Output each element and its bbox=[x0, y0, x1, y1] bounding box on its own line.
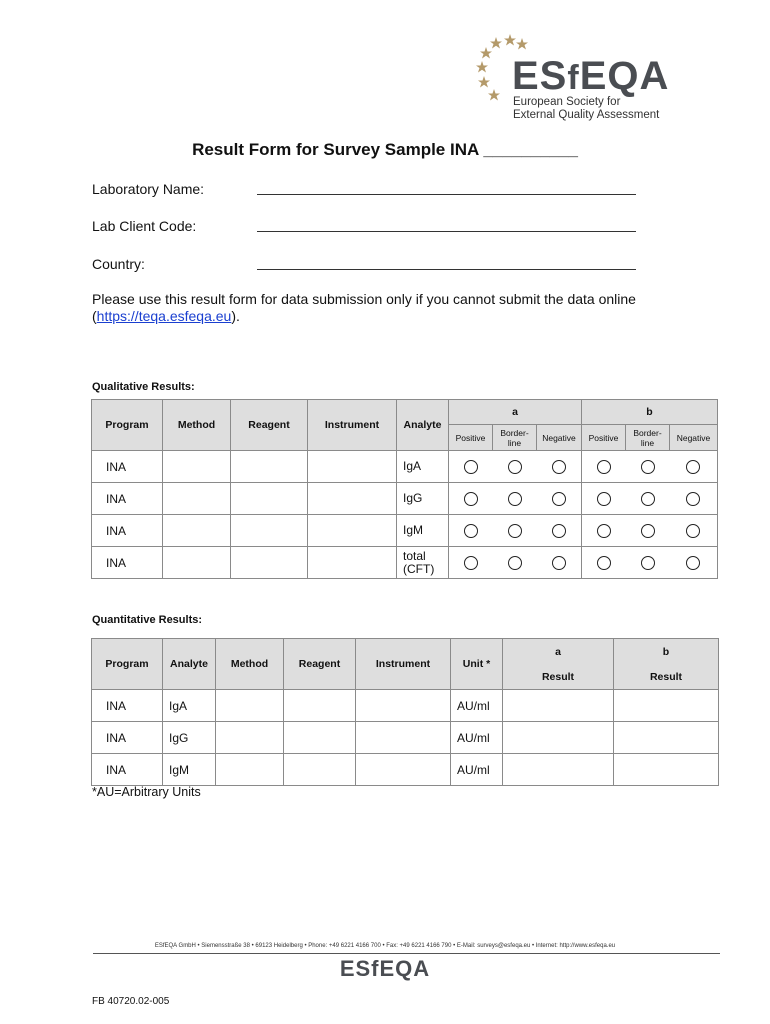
qual-cell-reagent[interactable] bbox=[231, 515, 308, 547]
qual-cell-reagent[interactable] bbox=[231, 547, 308, 579]
qual-cell-program: INA bbox=[92, 483, 163, 515]
lab-client-code-label: Lab Client Code: bbox=[92, 218, 197, 234]
radio-a-borderline[interactable] bbox=[508, 460, 522, 474]
qual-cell-instrument[interactable] bbox=[308, 547, 397, 579]
radio-b-negative[interactable] bbox=[686, 524, 700, 538]
qual-cell-method[interactable] bbox=[163, 547, 231, 579]
qual-cell-analyte: total (CFT) bbox=[397, 547, 449, 579]
qual-header-a-positive: Positive bbox=[449, 425, 493, 451]
quant-header-reagent: Reagent bbox=[284, 639, 356, 690]
qual-cell-instrument[interactable] bbox=[308, 515, 397, 547]
quant-header-instrument: Instrument bbox=[356, 639, 451, 690]
radio-b-borderline[interactable] bbox=[641, 524, 655, 538]
qual-cell-reagent[interactable] bbox=[231, 483, 308, 515]
radio-a-positive[interactable] bbox=[464, 524, 478, 538]
table-row bbox=[92, 690, 719, 722]
radio-a-positive[interactable] bbox=[464, 460, 478, 474]
quant-header-analyte: Analyte bbox=[163, 639, 216, 690]
quant-cell-analyte: IgG bbox=[163, 722, 216, 754]
quant-header-group-b: b bbox=[614, 639, 719, 665]
quant-header-program: Program bbox=[92, 639, 163, 690]
radio-b-negative[interactable] bbox=[686, 460, 700, 474]
footer-logo: ESfEQA bbox=[339, 956, 431, 981]
radio-a-negative[interactable] bbox=[552, 492, 566, 506]
qual-cell-analyte: IgG bbox=[397, 483, 449, 515]
instructions-text: Please use this result form for data submission only if you cannot submit the data online (https://teqa.esfeqa.eu). bbox=[92, 291, 636, 324]
quant-cell-b-result[interactable] bbox=[614, 754, 719, 786]
quant-cell-analyte: IgA bbox=[163, 690, 216, 722]
footer-divider bbox=[93, 953, 720, 954]
quant-header-unit: Unit * bbox=[451, 639, 503, 690]
quant-header-b-result: Result bbox=[614, 665, 719, 690]
qual-header-group-a: a bbox=[449, 400, 582, 425]
qual-header-b-positive: Positive bbox=[582, 425, 626, 451]
quant-header-method: Method bbox=[216, 639, 284, 690]
qual-header-b-borderline: Border- line bbox=[626, 425, 670, 451]
qual-header-reagent: Reagent bbox=[231, 400, 308, 451]
quant-cell-a-result[interactable] bbox=[503, 754, 614, 786]
qualitative-results-table bbox=[91, 399, 718, 579]
radio-b-positive[interactable] bbox=[597, 556, 611, 570]
quant-cell-program: INA bbox=[92, 754, 163, 786]
radio-b-negative[interactable] bbox=[686, 556, 700, 570]
logo-wordmark: ESfEQA bbox=[512, 54, 670, 98]
radio-a-positive[interactable] bbox=[464, 492, 478, 506]
radio-a-borderline[interactable] bbox=[508, 524, 522, 538]
quant-header-group-a: a bbox=[503, 639, 614, 665]
table-row bbox=[92, 722, 719, 754]
qual-cell-method[interactable] bbox=[163, 451, 231, 483]
radio-b-positive[interactable] bbox=[597, 492, 611, 506]
quant-cell-instrument[interactable] bbox=[356, 722, 451, 754]
footer-address: ESfEQA GmbH • Siemensstraße 38 • 69123 Heidelberg • Phone: +49 6221 4166 700 • Fax: +49 6221 4166 790 • E-Mail: surveys@esfeqa.eu • Internet: http://www.esfeqa.eu bbox=[154, 943, 616, 949]
quantitative-results-table bbox=[91, 638, 719, 786]
table-row bbox=[92, 547, 718, 579]
radio-a-borderline[interactable] bbox=[508, 492, 522, 506]
table-row bbox=[92, 515, 718, 547]
qual-header-a-negative: Negative bbox=[537, 425, 582, 451]
table-row bbox=[92, 451, 718, 483]
footnote: *AU=Arbitrary Units bbox=[92, 785, 201, 799]
table-row bbox=[92, 483, 718, 515]
qual-header-a-borderline: Border- line bbox=[493, 425, 537, 451]
radio-a-negative[interactable] bbox=[552, 556, 566, 570]
quant-cell-a-result[interactable] bbox=[503, 722, 614, 754]
qual-header-program: Program bbox=[92, 400, 163, 451]
qual-cell-analyte: IgA bbox=[397, 451, 449, 483]
quant-cell-method[interactable] bbox=[216, 722, 284, 754]
radio-b-positive[interactable] bbox=[597, 524, 611, 538]
qual-header-b-negative: Negative bbox=[670, 425, 718, 451]
quant-cell-program: INA bbox=[92, 690, 163, 722]
qual-cell-program: INA bbox=[92, 515, 163, 547]
radio-b-borderline[interactable] bbox=[641, 492, 655, 506]
qual-cell-method[interactable] bbox=[163, 515, 231, 547]
radio-a-borderline[interactable] bbox=[508, 556, 522, 570]
logo-tagline-1: European Society for bbox=[513, 96, 621, 108]
quant-cell-reagent[interactable] bbox=[284, 722, 356, 754]
esfeqa-logo bbox=[476, 34, 676, 126]
radio-b-positive[interactable] bbox=[597, 460, 611, 474]
radio-a-positive[interactable] bbox=[464, 556, 478, 570]
quant-header-a-result: Result bbox=[503, 665, 614, 690]
logo-tagline-2: External Quality Assessment bbox=[513, 109, 660, 121]
radio-a-negative[interactable] bbox=[552, 524, 566, 538]
laboratory-name-label: Laboratory Name: bbox=[92, 181, 205, 197]
quant-cell-unit: AU/ml bbox=[451, 690, 503, 722]
quant-cell-b-result[interactable] bbox=[614, 690, 719, 722]
qual-cell-reagent[interactable] bbox=[231, 451, 308, 483]
page-title: Result Form for Survey Sample INA __________ bbox=[192, 140, 578, 159]
quant-cell-analyte: IgM bbox=[163, 754, 216, 786]
country-field[interactable] bbox=[257, 253, 636, 270]
qual-header-analyte: Analyte bbox=[397, 400, 449, 451]
quant-cell-program: INA bbox=[92, 722, 163, 754]
quant-cell-a-result[interactable] bbox=[503, 690, 614, 722]
quant-cell-method[interactable] bbox=[216, 690, 284, 722]
teqa-link[interactable]: https://teqa.esfeqa.eu bbox=[96, 308, 232, 324]
laboratory-name-field[interactable] bbox=[257, 178, 636, 195]
radio-a-negative[interactable] bbox=[552, 460, 566, 474]
quant-cell-unit: AU/ml bbox=[451, 722, 503, 754]
quant-cell-b-result[interactable] bbox=[614, 722, 719, 754]
qual-cell-analyte: IgM bbox=[397, 515, 449, 547]
quant-cell-method[interactable] bbox=[216, 754, 284, 786]
radio-b-borderline[interactable] bbox=[641, 556, 655, 570]
quant-cell-instrument[interactable] bbox=[356, 690, 451, 722]
radio-b-borderline[interactable] bbox=[641, 460, 655, 474]
qual-cell-program: INA bbox=[92, 547, 163, 579]
qual-header-instrument: Instrument bbox=[308, 400, 397, 451]
qual-header-group-b: b bbox=[582, 400, 718, 425]
quantitative-results-label: Quantitative Results: bbox=[92, 614, 203, 626]
lab-client-code-field[interactable] bbox=[257, 215, 636, 232]
quant-cell-reagent[interactable] bbox=[284, 690, 356, 722]
qual-cell-program: INA bbox=[92, 451, 163, 483]
country-label: Country: bbox=[92, 256, 145, 272]
quant-cell-reagent[interactable] bbox=[284, 754, 356, 786]
document-number: FB 40720.02-005 bbox=[92, 996, 170, 1007]
qual-header-method: Method bbox=[163, 400, 231, 451]
qualitative-results-label: Qualitative Results: bbox=[92, 381, 195, 393]
qual-cell-method[interactable] bbox=[163, 483, 231, 515]
quant-cell-unit: AU/ml bbox=[451, 754, 503, 786]
quant-cell-instrument[interactable] bbox=[356, 754, 451, 786]
table-row bbox=[92, 754, 719, 786]
radio-b-negative[interactable] bbox=[686, 492, 700, 506]
qual-cell-instrument[interactable] bbox=[308, 451, 397, 483]
qual-cell-instrument[interactable] bbox=[308, 483, 397, 515]
